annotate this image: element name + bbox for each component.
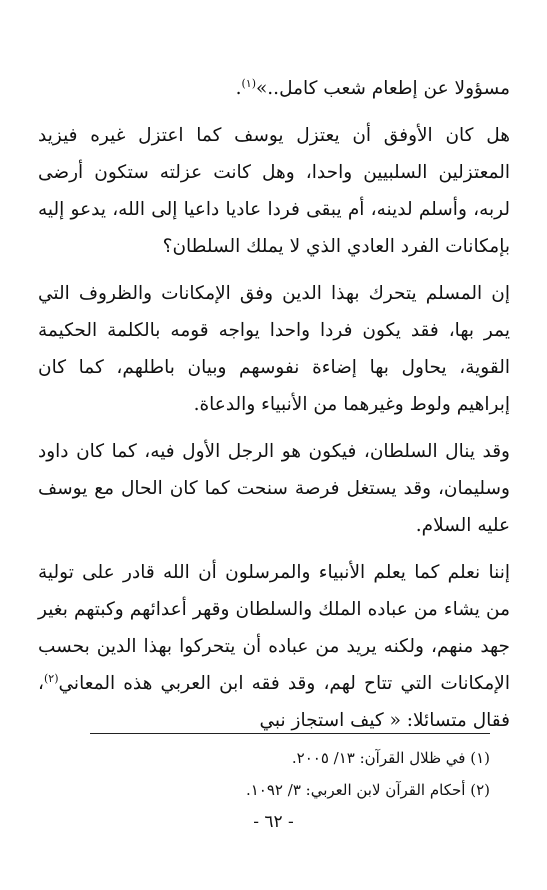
footnotes xyxy=(60,742,490,806)
paragraph-2: إن المسلم يتحرك بهذا الدين وفق الإمكانات والظروف التي يمر بها، فقد يكون فردا واحدا يواجه قومه بالكلمة الحكيمة القوية، يحاول بها إضاءة نفوسهم وبيان باطلهم، كما كان إبراهيم ولوط وغيرهما من الأنبياء والدعاة. xyxy=(38,283,510,415)
main-text xyxy=(38,70,510,739)
paragraph-4-text-a: إننا نعلم كما يعلم الأنبياء والمرسلون أن الله قادر على تولية من يشاء من عباده الملك والسلطان وقهر أعدائهم وكبتهم بغير جهد منهم، ولكنه يريد من عباده أن يتحركوا بهذا الدين بحسب الإمكانات التي تتاح لهم، وقد فقه ابن العربي هذه المعاني xyxy=(38,562,510,694)
paragraph-0: مسؤولا عن إطعام شعب كامل..»$^{(١)}$. xyxy=(235,76,510,99)
footnote-ref-1: (١) xyxy=(241,76,256,90)
footnote-1: (١) في ظلال القرآن: ١٣/ ٢٠٠٥. xyxy=(291,749,490,767)
footnote-divider xyxy=(90,733,490,734)
paragraph-1: هل كان الأوفق أن يعتزل يوسف كما اعتزل غيره فيزيد المعتزلين السلبيين واحدا، وهل كانت عزلته ستكون أرضى لربه، وأسلم لدينه، أم يبقى فردا عاديا داعيا إلى الله، يدعو إليه بإمكانات الفرد العادي الذي لا يملك السلطان؟ xyxy=(38,125,510,257)
footnote-ref-2: (٢) xyxy=(43,671,59,685)
footnote-2: (٢) أحكام القرآن لابن العربي: ٣/ ١٠٩٢. xyxy=(245,781,490,799)
page-number: - ٦٢ - xyxy=(253,812,294,832)
paragraph-3: وقد ينال السلطان، فيكون هو الرجل الأول فيه، كما كان داود وسليمان، وقد يستغل فرصة سنحت كما كان الحال مع يوسف عليه السلام. xyxy=(38,441,510,536)
paragraph-4-text-b: ، فقال متسائلا: « كيف استجاز نبي xyxy=(38,673,510,731)
paragraph-4 xyxy=(38,554,510,739)
paragraph-0-text: مسؤولا عن إطعام شعب كامل..» xyxy=(255,78,510,99)
